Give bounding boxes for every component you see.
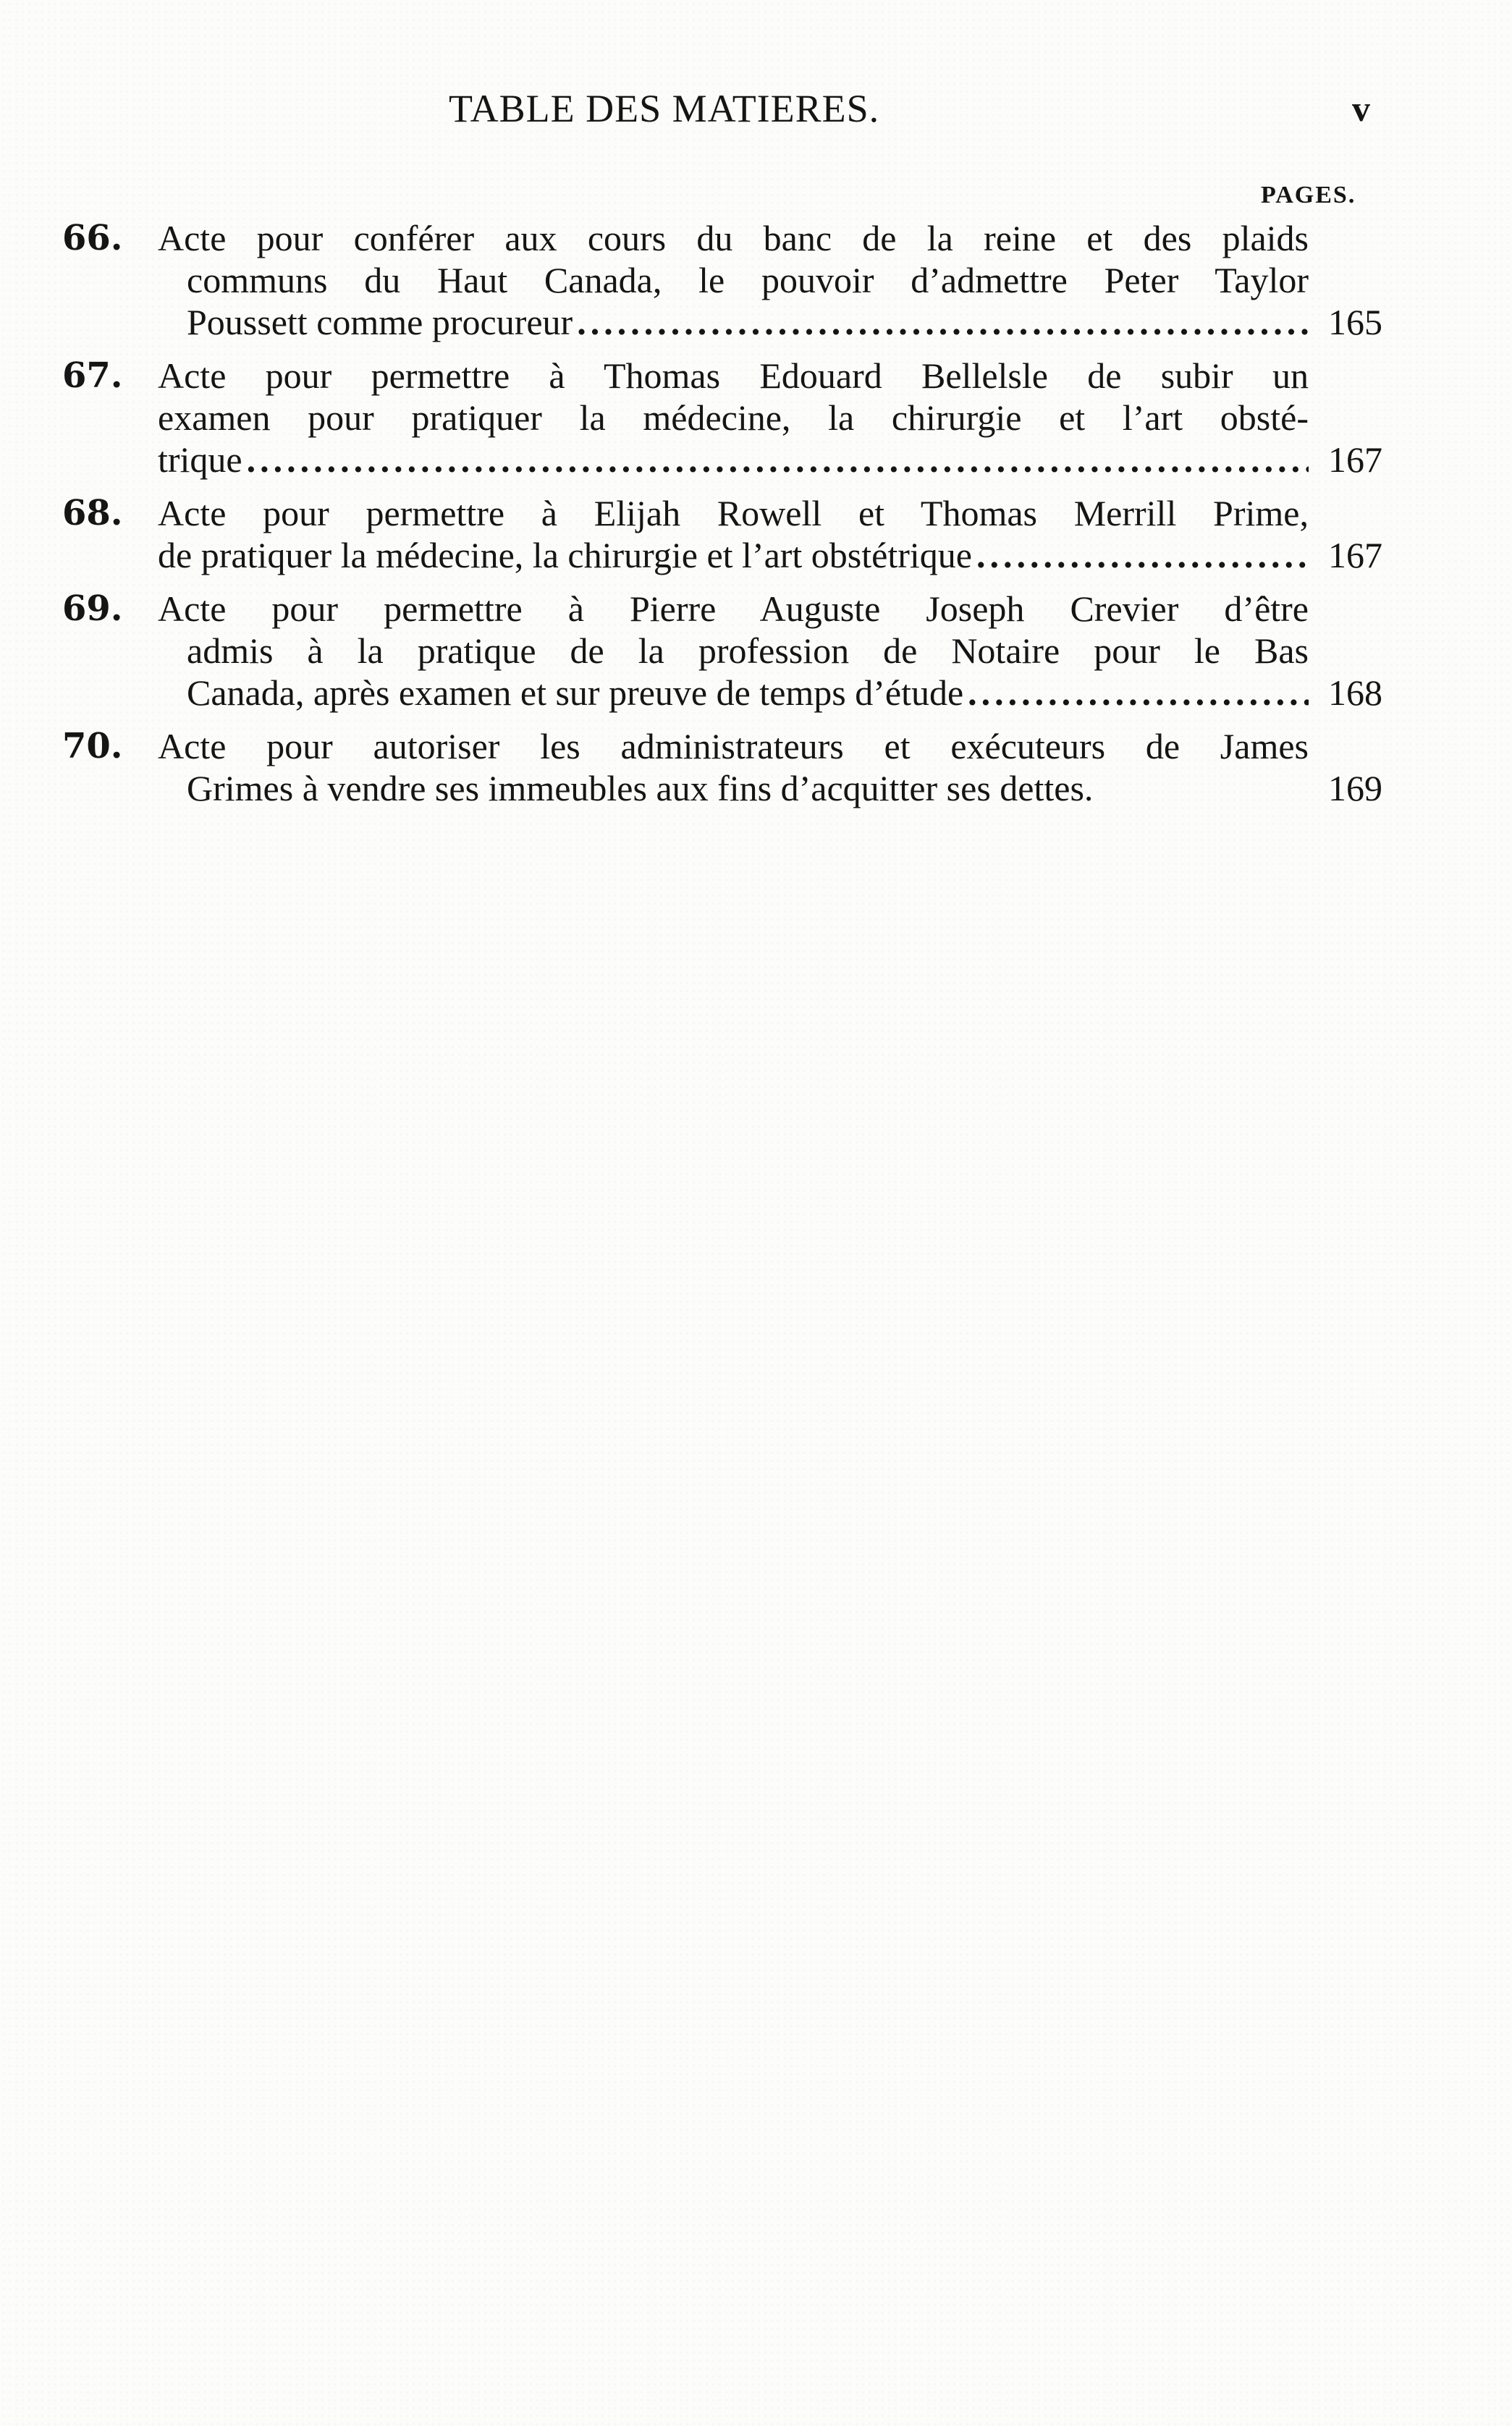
page-folio: v — [1352, 88, 1370, 129]
entry-text: Acte pour permettre à Pierre Auguste Joseph Crevier d’être — [158, 588, 1309, 629]
entry-text: Grimes à vendre ses immeubles aux fins d’acquitter ses dettes. — [187, 768, 1094, 808]
entry-text: Acte pour permettre à Thomas Edouard Bellelsle de subir un — [158, 355, 1309, 396]
toc-entry-line — [62, 534, 1382, 576]
toc-entry-line — [62, 725, 1382, 767]
dot-leader — [577, 301, 1309, 343]
entry-text: Canada, après examen et sur preuve de temps d’étude — [187, 672, 964, 713]
toc-entry-line — [62, 492, 1382, 534]
entry-text: examen pour pratiquer la médecine, la chirurgie et l’art obsté- — [158, 397, 1309, 438]
entry-text: Acte pour permettre à Elijah Rowell et Thomas Merrill Prime, — [158, 493, 1309, 533]
toc-entry-line — [62, 217, 1382, 259]
entry-page-number: 165 — [1328, 302, 1382, 342]
entry-page-number: 168 — [1328, 672, 1382, 713]
toc-entry-line — [62, 301, 1382, 343]
table-of-contents — [62, 217, 1382, 821]
toc-entry-66 — [62, 217, 1382, 343]
running-head — [0, 80, 1512, 138]
toc-entry-line — [62, 672, 1382, 714]
entry-text: de pratiquer la médecine, la chirurgie et l’art obstétrique — [158, 535, 972, 575]
entry-text: Acte pour autoriser les administrateurs et exécuteurs de James — [158, 726, 1309, 766]
entry-number: 68. — [62, 493, 123, 533]
entry-number: 66. — [62, 218, 123, 258]
toc-entry-69 — [62, 588, 1382, 714]
entry-text: admis à la pratique de la profession de Notaire pour le Bas — [187, 630, 1309, 671]
toc-entry-line — [62, 355, 1382, 397]
entry-text: communs du Haut Canada, le pouvoir d’admettre Peter Taylor — [187, 260, 1309, 300]
toc-entry-line — [62, 397, 1382, 439]
entry-text: Acte pour conférer aux cours du banc de la reine et des plaids — [158, 218, 1309, 258]
pages-column-label: PAGES. — [1261, 182, 1356, 208]
toc-entry-line — [62, 439, 1382, 481]
dot-leader — [247, 439, 1309, 481]
toc-entry-line — [62, 588, 1382, 630]
entry-text: Poussett comme procureur — [187, 302, 573, 342]
toc-entry-line — [62, 259, 1382, 301]
entry-number: 70. — [62, 726, 123, 766]
toc-entry-line — [62, 767, 1382, 809]
page-title: TABLE DES MATIERES. — [449, 87, 880, 130]
toc-entry-70 — [62, 725, 1382, 809]
dot-leader — [968, 672, 1309, 714]
entry-number: 67. — [62, 355, 123, 396]
toc-entry-67 — [62, 355, 1382, 481]
entry-number: 69. — [62, 588, 123, 629]
toc-entry-68 — [62, 492, 1382, 576]
entry-page-number: 167 — [1328, 439, 1382, 480]
dot-leader — [976, 534, 1309, 576]
entry-page-number: 169 — [1328, 768, 1382, 808]
entry-page-number: 167 — [1328, 535, 1382, 575]
toc-entry-line — [62, 630, 1382, 672]
entry-text: trique — [158, 439, 242, 480]
